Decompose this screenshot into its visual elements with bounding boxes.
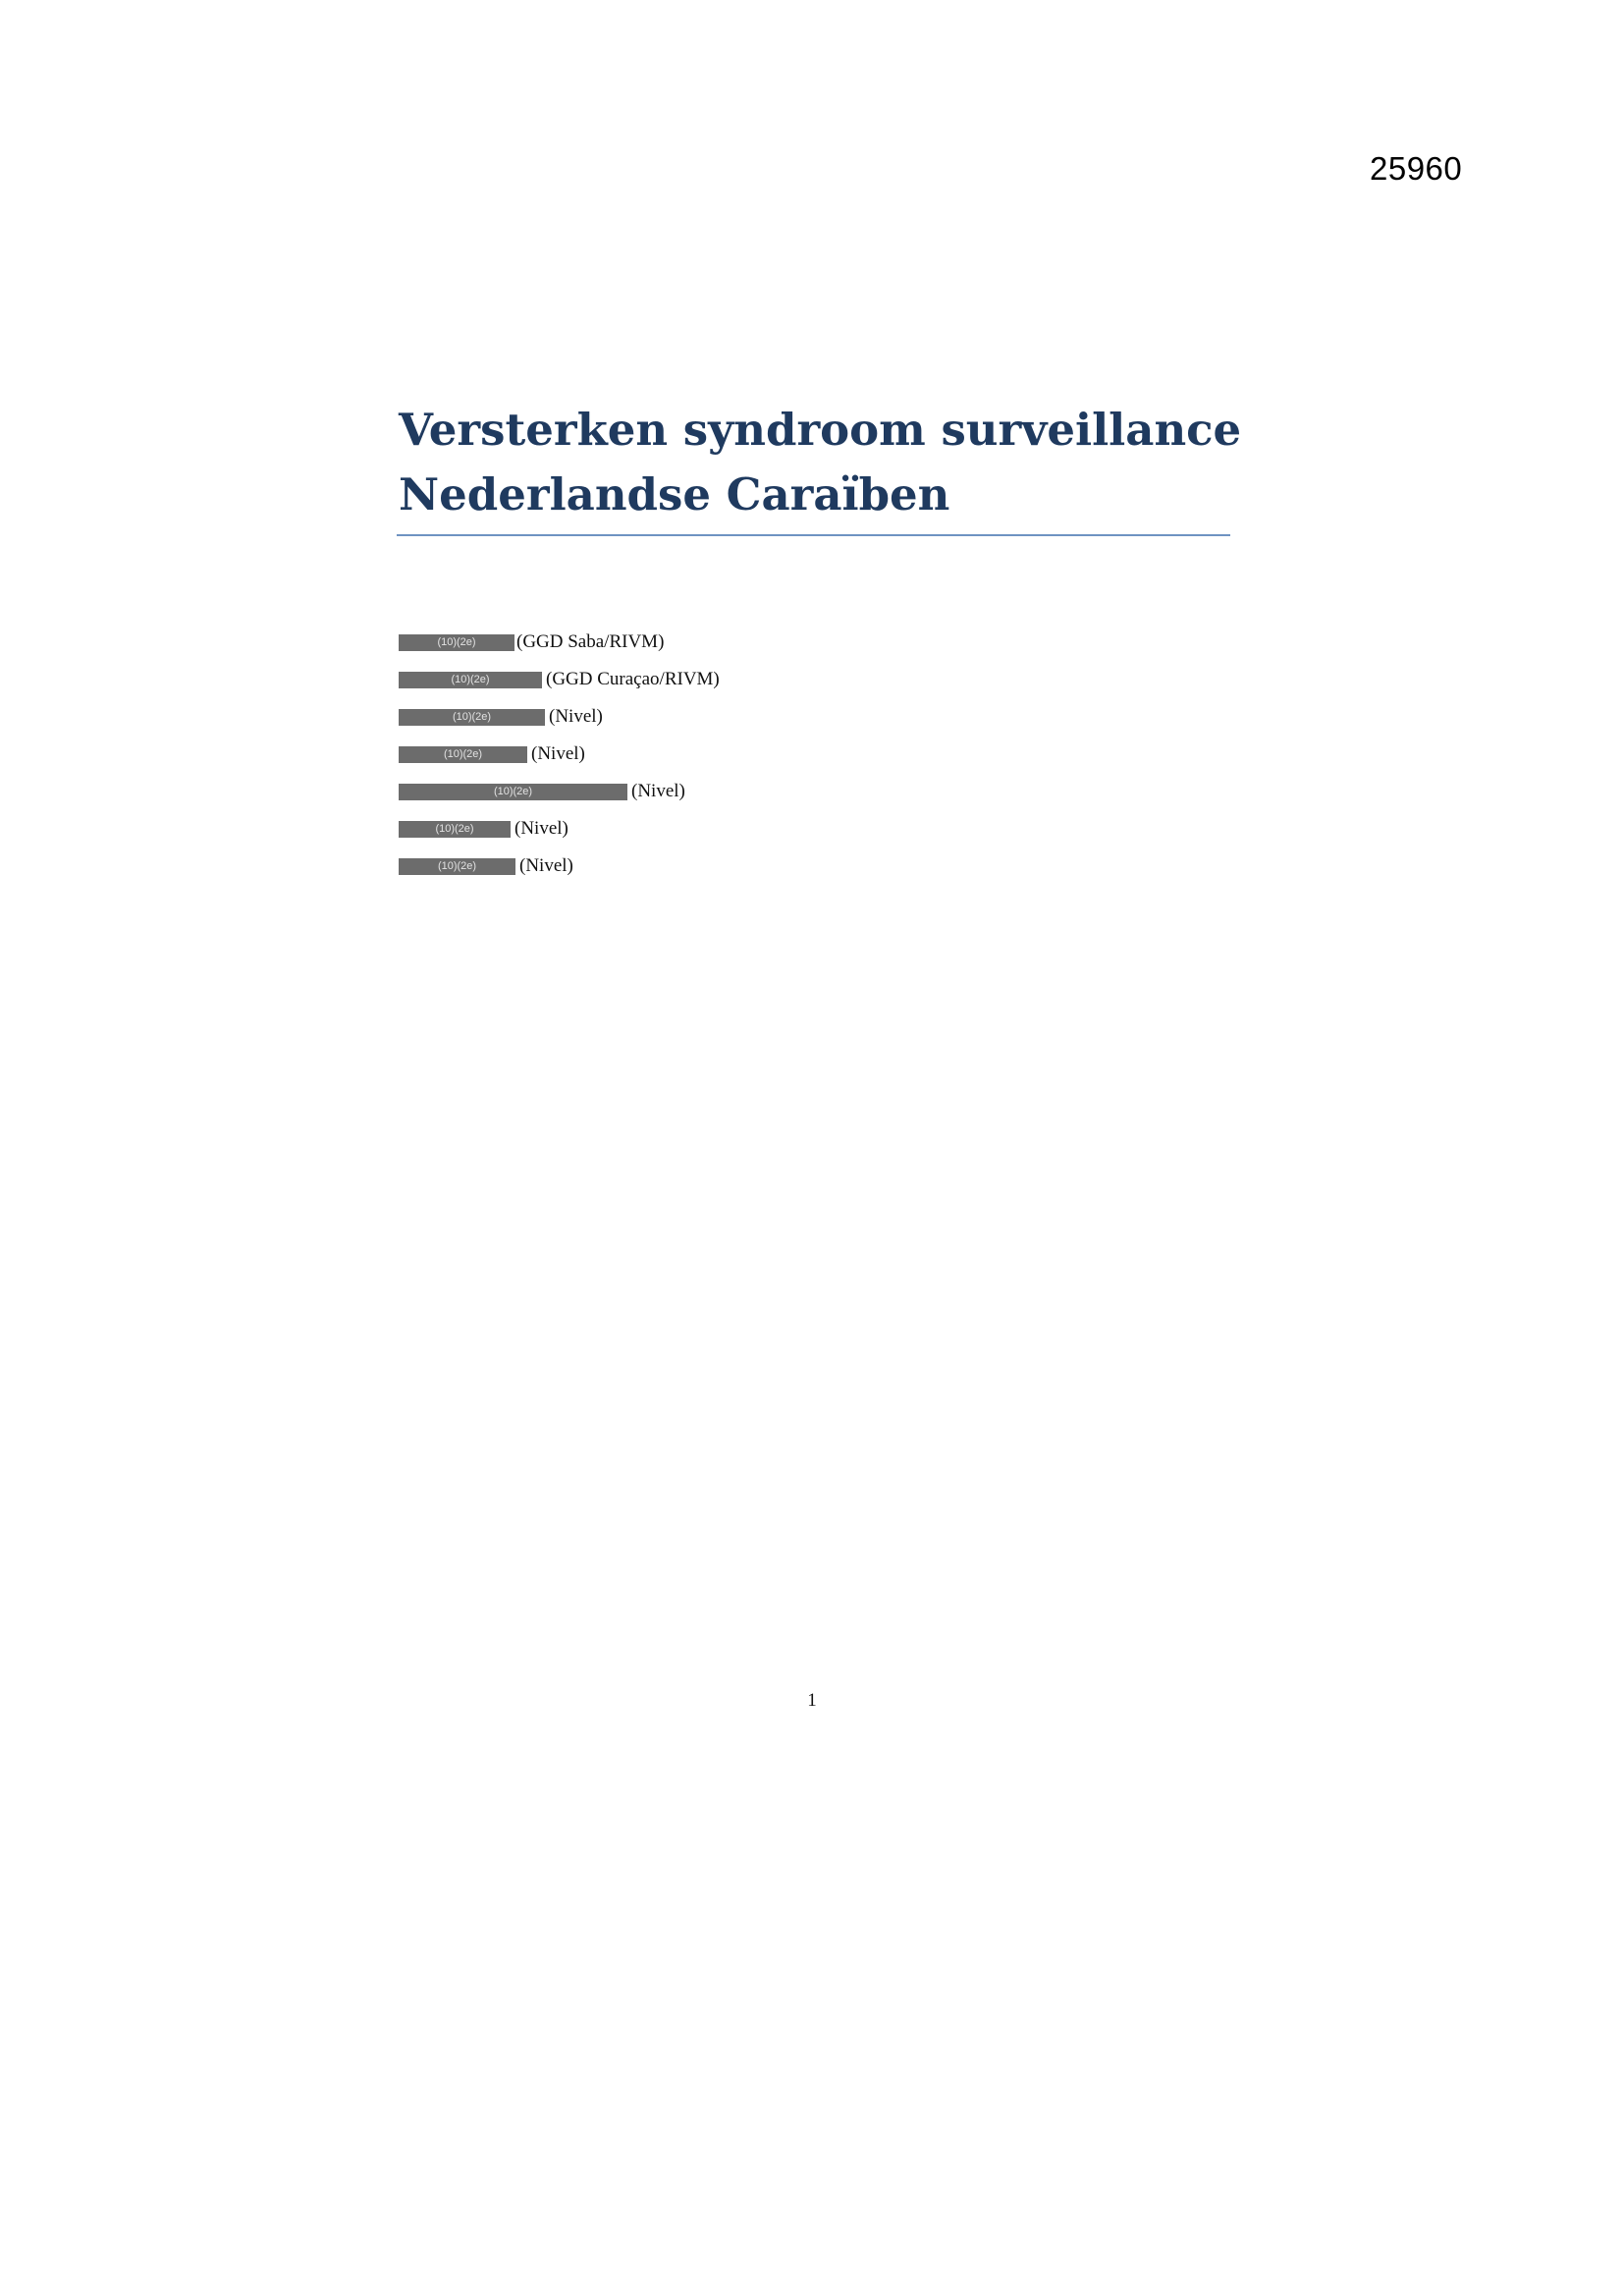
author-row bbox=[399, 847, 720, 885]
redacted-name: (10)(2e) bbox=[399, 709, 545, 726]
author-row bbox=[399, 773, 720, 810]
document-number: 25960 bbox=[1370, 150, 1463, 187]
author-row bbox=[399, 624, 720, 661]
author-row bbox=[399, 661, 720, 698]
author-row bbox=[399, 810, 720, 847]
author-row bbox=[399, 698, 720, 736]
redacted-name: (10)(2e) bbox=[399, 858, 515, 875]
redacted-name: (10)(2e) bbox=[399, 746, 527, 763]
author-affiliation: (Nivel) bbox=[519, 855, 573, 876]
redacted-name: (10)(2e) bbox=[399, 821, 511, 838]
author-list bbox=[399, 624, 720, 885]
redacted-name: (10)(2e) bbox=[399, 784, 627, 800]
page-number: 1 bbox=[807, 1690, 817, 1711]
author-affiliation: (Nivel) bbox=[631, 781, 685, 801]
author-affiliation: (GGD Curaçao/RIVM) bbox=[546, 669, 720, 689]
document-title bbox=[399, 398, 1241, 527]
author-affiliation: (Nivel) bbox=[514, 818, 568, 839]
author-affiliation: (Nivel) bbox=[531, 743, 585, 764]
title-line-1: Versterken syndroom surveillance bbox=[399, 404, 1242, 456]
author-affiliation: (Nivel) bbox=[549, 706, 603, 727]
author-affiliation: (GGD Saba/RIVM) bbox=[516, 631, 665, 652]
redacted-name: (10)(2e) bbox=[399, 672, 542, 688]
title-line-2: Nederlandse Caraïben bbox=[399, 468, 950, 520]
title-divider bbox=[397, 534, 1230, 536]
redacted-name: (10)(2e) bbox=[399, 634, 514, 651]
author-row bbox=[399, 736, 720, 773]
